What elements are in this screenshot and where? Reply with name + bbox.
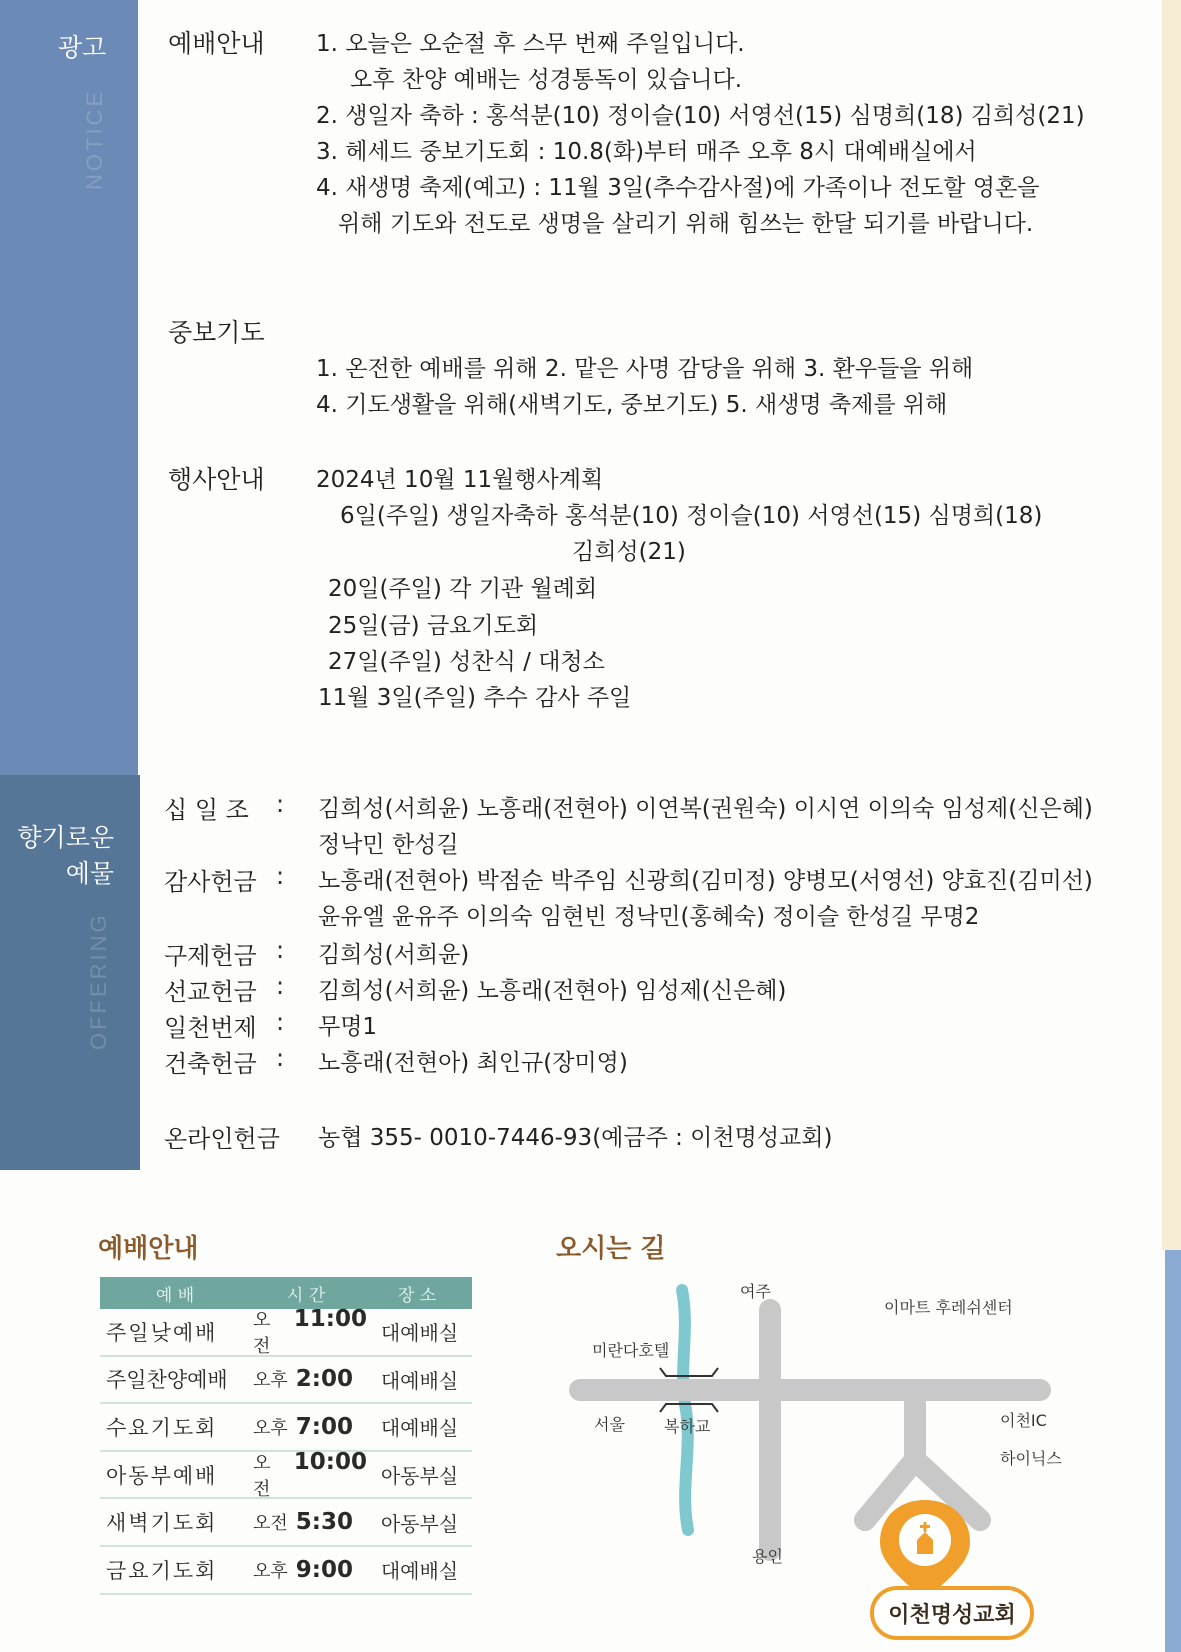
notice-section-label: 광고 [58, 33, 107, 62]
schedule-table [100, 1277, 472, 1595]
right-accent-bar [1162, 0, 1181, 1250]
notice-line: 오후 찬양 예배는 성경통독이 있습니다. [350, 67, 743, 93]
event-line: 11월 3일(주일) 추수 감사 주일 [318, 685, 632, 711]
notice-line: 3. 헤세드 중보기도회 : 10.8(화)부터 매주 오후 8시 대예배실에서 [316, 139, 977, 165]
table-row [100, 1305, 472, 1357]
online-offering-account: 농협 355- 0010-7446-93(예금주 : 이천명성교회) [318, 1125, 833, 1151]
table-row [100, 1547, 472, 1595]
event-line: 20일(주일) 각 기관 월례회 [328, 576, 598, 602]
notice-line: 4. 새생명 축제(예고) : 11월 3일(추수감사절)에 가족이나 전도할 영혼을 [316, 175, 1040, 201]
intercession-label: 중보기도 [168, 318, 265, 347]
offering-colon: : [276, 1044, 285, 1072]
offering-building-label: 건축헌금 [164, 1050, 257, 1078]
map-label-hynix: 하이닉스 [1000, 1449, 1062, 1468]
worship-place: 대예배실 [380, 1416, 459, 1441]
event-line: 6일(주일) 생일자축하 홍석분(10) 정이슬(10) 서영선(15) 심명희(18) [340, 503, 1043, 529]
table-row [100, 1448, 472, 1500]
offering-names: 김희성(서희윤) 노흥래(전현아) 임성제(신은혜) [318, 978, 787, 1004]
river-shape [682, 1290, 688, 1530]
worship-name: 새벽기도회 [106, 1511, 218, 1536]
worship-place: 대예배실 [380, 1321, 459, 1346]
offering-colon: : [276, 1008, 285, 1036]
worship-name: 주일낮예배 [106, 1320, 218, 1345]
offering-names: 정낙민 한성길 [318, 832, 459, 858]
event-line: 2024년 10월 11월행사계획 [316, 467, 604, 493]
table-row [100, 1357, 472, 1405]
worship-time: 7:00 [295, 1413, 353, 1440]
worship-ampm: 오후 [253, 1370, 288, 1392]
worship-name: 수요기도회 [106, 1415, 218, 1440]
worship-name: 주일찬양예배 [106, 1368, 228, 1393]
table-row [100, 1499, 472, 1547]
worship-place: 대예배실 [380, 1368, 459, 1393]
offering-thanks-label: 감사헌금 [164, 868, 257, 896]
worship-time: 2:00 [295, 1366, 353, 1393]
offering-colon: : [276, 790, 285, 818]
worship-time: 5:30 [295, 1509, 353, 1536]
notice-line: 위해 기도와 전도로 생명을 살리기 위해 힘쓰는 한달 되기를 바랍니다. [338, 211, 1034, 237]
worship-name: 금요기도회 [106, 1558, 218, 1583]
directions-title: 오시는 길 [556, 1234, 666, 1264]
worship-notice-label: 예배안내 [168, 29, 265, 58]
notice-line: 2. 생일자 축하 : 홍석분(10) 정이슬(10) 서영선(15) 심명희(18) 김희성(21) [316, 103, 1085, 129]
worship-name: 아동부예배 [106, 1463, 218, 1488]
worship-ampm: 오전 [253, 1452, 271, 1500]
offering-thousand-label: 일천번제 [164, 1014, 257, 1042]
sidebar-notice-panel [0, 0, 138, 775]
events-label: 행사안내 [168, 465, 265, 494]
offering-names: 윤유엘 윤유주 이의숙 임현빈 정낙민(홍혜숙) 정이슬 한성길 무명2 [318, 904, 980, 930]
header-worship: 예 배 [155, 1285, 195, 1306]
offering-names: 노흥래(전현아) 최인규(장미영) [318, 1050, 628, 1076]
offering-relief-label: 구제헌금 [164, 942, 257, 970]
worship-ampm: 오후 [253, 1417, 288, 1439]
header-place: 장 소 [397, 1285, 437, 1306]
church-name: 이천명성교회 [888, 1602, 1016, 1628]
offering-section-label-line1: 향기로운 [17, 823, 114, 852]
map-label-emart: 이마트 후레쉬센터 [884, 1298, 1013, 1317]
schedule-table-header [100, 1277, 472, 1309]
offering-names: 김희성(서희윤) [318, 942, 470, 968]
offering-colon: : [276, 936, 285, 964]
offering-colon: : [276, 972, 285, 1000]
offering-colon: : [276, 862, 285, 890]
offering-mission-label: 선교헌금 [164, 978, 257, 1006]
intercession-line: 1. 온전한 예배를 위해 2. 맡은 사명 감당을 위해 3. 환우들을 위해 [316, 356, 974, 382]
map-label-seoul: 서울 [594, 1415, 625, 1434]
map-label-bridge: 복하교 [664, 1417, 711, 1436]
worship-place: 아동부실 [380, 1464, 459, 1489]
event-line: 27일(주일) 성찬식 / 대청소 [328, 649, 605, 675]
intercession-line: 4. 기도생활을 위해(새벽기도, 중보기도) 5. 새생명 축제를 위해 [316, 392, 948, 418]
worship-time: 11:00 [293, 1305, 367, 1332]
worship-time: 9:00 [295, 1556, 353, 1583]
map-label-icheon-ic: 이천IC [1000, 1411, 1047, 1430]
worship-time: 10:00 [293, 1448, 367, 1475]
event-line: 25일(금) 금요기도회 [328, 613, 539, 639]
church-pin-icon [880, 1500, 970, 1600]
offering-watermark: OFFERING [86, 912, 111, 1050]
map-label-yongin: 용인 [752, 1547, 783, 1566]
offering-tithe-label: 십 일 조 [164, 796, 249, 824]
worship-ampm: 오후 [253, 1560, 288, 1582]
offering-names: 김희성(서희윤) 노흥래(전현아) 이연복(권원숙) 이시연 이의숙 임성제(신은혜) [318, 796, 1093, 822]
worship-place: 아동부실 [380, 1511, 459, 1536]
worship-ampm: 오전 [253, 1309, 271, 1357]
offering-names: 노흥래(전현아) 박점순 박주임 신광희(김미정) 양병모(서영선) 양효진(김미선) [318, 868, 1093, 894]
offering-names: 무명1 [318, 1014, 378, 1040]
table-row [100, 1404, 472, 1452]
worship-place: 대예배실 [380, 1559, 459, 1584]
map-label-miranda-hotel: 미란다호텔 [592, 1341, 670, 1360]
header-time: 시 간 [286, 1285, 326, 1306]
map-label-yeoju: 여주 [740, 1282, 771, 1301]
online-offering-label: 온라인헌금 [164, 1125, 280, 1153]
worship-ampm: 오전 [253, 1513, 288, 1535]
notice-line: 1. 오늘은 오순절 후 스무 번째 주일입니다. [316, 31, 745, 57]
offering-section-label-line2: 예물 [65, 859, 114, 888]
right-accent-bar-blue [1165, 1250, 1181, 1652]
event-line: 김희성(21) [572, 539, 686, 565]
schedule-title: 예배안내 [98, 1234, 199, 1264]
notice-watermark: NOTICE [82, 88, 107, 190]
